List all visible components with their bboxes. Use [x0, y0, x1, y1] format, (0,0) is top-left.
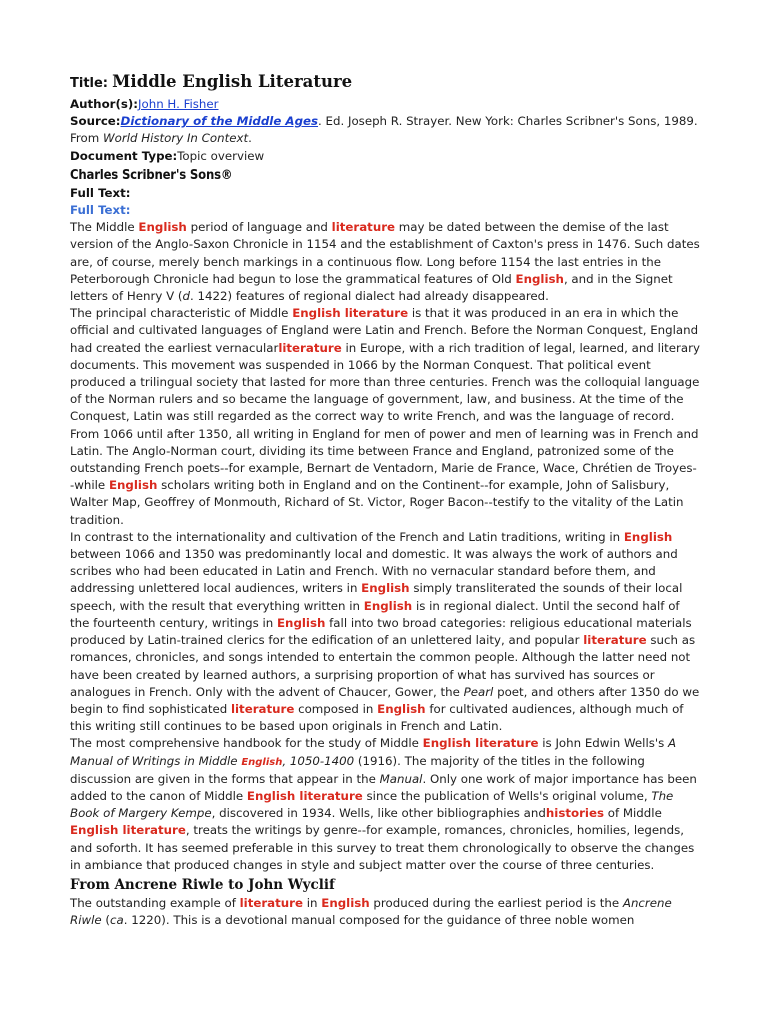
highlighted-term: literature: [239, 895, 303, 910]
text-run: (1916). The majority of the titles in the following discussion are given in the forms that appear in the: [70, 753, 645, 786]
source-end: .: [248, 131, 252, 146]
text-run: in Europe, with a rich tradition of legal, learned, and literary documents. This movement was suspended in 1066 by the Norman Conquest. That political event produced a trilingual society that lasted for more than three centuries. French was the colloquial language of the Norman rulers and so became the language of government, law, and business. At the time of the Conquest, Latin was still regarded as the correct way to write French, and was the language of record. From 1066 until after 1350, all writing in England for men of power and men of learning was in French and Latin. The Anglo-Norman court, dividing its time between France and England, patronized some of the outstanding French poets--for example, Bernart de Ventadorn, Marie de France, Wace, Chrétien de Troyes--while: [70, 340, 700, 493]
text-run: The Middle: [70, 220, 139, 235]
highlighted-term: literature: [278, 340, 342, 355]
source-link[interactable]: Dictionary of the Middle Ages: [120, 114, 319, 129]
fulltext-label: Full Text:: [70, 185, 131, 200]
text-run: Ancrene Riwle: [70, 895, 672, 928]
highlighted-term: literature: [583, 633, 647, 648]
text-run: (: [101, 913, 111, 928]
author-link[interactable]: John H. Fisher: [138, 97, 219, 111]
text-run: is John Edwin Wells's: [538, 736, 669, 751]
text-run: is in regional dialect. Until the second half of the fourteenth century, writings in: [70, 598, 680, 630]
doctype-value: Topic overview: [177, 148, 265, 163]
text-run: simply transliterated the sounds of their local speech, with the result that everything written in: [70, 581, 683, 613]
text-run: d: [182, 289, 191, 304]
highlighted-term: literature: [230, 701, 295, 716]
text-run: , 1050-1400: [282, 753, 355, 768]
text-run: The principal characteristic of Middle: [70, 306, 293, 321]
highlighted-term: histories: [545, 806, 604, 821]
text-run: A Manual of Writings in Middle: [70, 736, 677, 768]
text-run: between 1066 and 1350 was predominantly local and domestic. It was always the work of authors and scribes who had been educated in Latin and French. With no vernacular standard before them, and addressing unlettered local audiences, writers in: [70, 547, 678, 596]
source-details: . Ed. Joseph R. Strayer. New York: Charles Scribner's Sons, 1989. From: [70, 114, 698, 146]
text-run: Pearl: [463, 684, 494, 699]
text-run: . 1220). This is a devotional manual composed for the guidance of three noble women: [123, 913, 635, 928]
text-run: , discovered in 1934. Wells, like other bibliographies and: [211, 806, 546, 821]
fulltext-heading-blue: [70, 202, 700, 219]
highlighted-term: English: [363, 598, 413, 613]
paragraph-1: [70, 219, 700, 305]
text-run: The outstanding example of: [70, 895, 240, 910]
paragraph-2: [70, 305, 700, 529]
text-run: produced during the earliest period is the: [369, 895, 623, 910]
text-run: of Middle: [603, 806, 662, 821]
highlighted-term: English: [361, 581, 410, 596]
text-run: such as romances, chronicles, and songs intended to entertain the common people. Although the latter need not have been created by learned authors, a surprising proportion of what has survived has sources or analogues in French. Only with the advent of Chaucer, Gower, the: [70, 633, 696, 699]
highlighted-term: literature: [331, 220, 396, 235]
text-run: The most comprehensive handbook for the study of Middle: [70, 736, 423, 751]
text-run: may be dated between the demise of the last version of the Anglo-Saxon Chronicle in 1154 and the establishment of Caxton's press in 1476. Such dates are, of course, merely bench markings in a continuous flow. Long before 1154 the last entries in the Peterborough Chronicle had begun to lose the grammatical features of Old: [70, 220, 700, 286]
highlighted-term: English: [623, 529, 673, 544]
highlighted-term: English: [108, 478, 158, 493]
doctype-label: Document Type:: [70, 148, 178, 163]
source-label: Source:: [70, 114, 121, 129]
text-run: poet, and others after 1350 do we begin to find sophisticated: [70, 684, 700, 716]
text-run: composed in: [294, 701, 378, 716]
highlighted-term: English: [241, 756, 283, 768]
text-run: ca: [110, 913, 124, 928]
source-line: [70, 113, 700, 147]
source-database: World History In Context: [102, 131, 249, 146]
authors-line: [70, 96, 700, 113]
text-run: fall into two broad categories: religious educational materials produced by Latin-trained clerics for the edification of an unlettered laity, and popular: [70, 615, 692, 648]
highlighted-term: English literature: [70, 823, 186, 838]
highlighted-term: English literature: [292, 306, 409, 321]
highlighted-term: English: [377, 701, 426, 716]
text-run: , and in the Signet letters of Henry V (: [70, 271, 673, 304]
paragraph-3: [70, 529, 700, 735]
title-line: [70, 70, 700, 96]
highlighted-term: English: [515, 271, 564, 286]
fulltext-heading: [70, 185, 700, 202]
text-run: , treats the writings by genre--for example, romances, chronicles, homilies, legends, and soforth. It has seemed preferable in this survey to treat them chronologically to observe the changes in ambiance that produced changes in style and subject matter over the course of three centuries.: [70, 823, 695, 872]
section-heading: From Ancrene Riwle to John Wyclif: [70, 876, 335, 893]
paragraph-4: [70, 735, 700, 874]
document-title: Middle English Literature: [112, 72, 353, 91]
highlighted-term: English: [321, 895, 370, 910]
paragraph-5: [70, 895, 700, 929]
highlighted-term: English: [138, 220, 187, 235]
doctype-line: [70, 148, 700, 165]
fulltext-label-blue: Full Text:: [70, 203, 131, 218]
text-run: for cultivated audiences, although much of this writing still continues to be based upon originals in French and Latin.: [70, 701, 684, 734]
text-run: . Only one work of major importance has been added to the canon of Middle: [70, 771, 697, 803]
document-body: [70, 70, 700, 929]
text-run: In contrast to the internationality and cultivation of the French and Latin traditions, writing in: [70, 529, 624, 544]
text-run: is that it was produced in an era in which the official and cultivated languages of England were Latin and French. Before the Norman Conquest, England had created the earliest vernacular: [70, 306, 699, 355]
publisher-logo: Charles Scribner's Sons®: [70, 167, 233, 183]
text-run: The Book of Margery Kempe: [70, 788, 674, 821]
highlighted-term: English literature: [422, 736, 539, 751]
highlighted-term: English literature: [246, 788, 363, 803]
title-label: Title:: [70, 76, 109, 91]
text-run: . 1422) features of regional dialect had already disappeared.: [190, 289, 549, 304]
authors-label: Author(s):: [70, 97, 139, 111]
text-run: since the publication of Wells's original volume,: [362, 788, 652, 803]
text-run: period of language and: [186, 220, 332, 235]
text-run: Manual: [379, 771, 423, 786]
text-run: scholars writing both in England and on the Continent--for example, John of Salisbury, Walter Map, Geoffrey of Monmouth, Richard of St. Victor, Roger Bacon--testify to the vitality of the Latin tradition.: [70, 478, 684, 527]
highlighted-term: English: [276, 615, 326, 630]
text-run: in: [303, 895, 322, 910]
